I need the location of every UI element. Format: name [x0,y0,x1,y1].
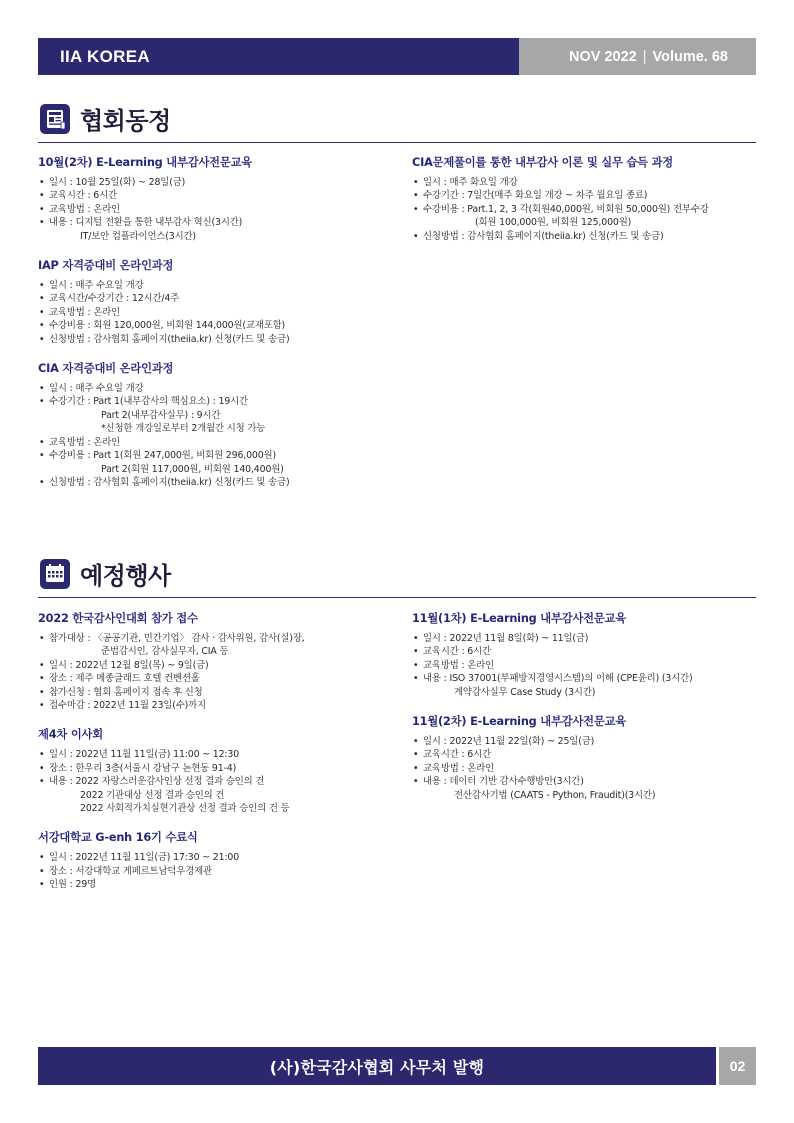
detail-item: • 내용 : 데이터 기반 감사수행방안(3시간) [412,775,757,788]
detail-item: • 교육시간 : 6시간 [38,189,383,202]
issue-date: NOV 2022 [569,48,637,65]
association-right-column [412,154,757,257]
event-title: 10월(2차) E-Learning 내부감사전문교육 [38,156,253,169]
detail-item: • 일시 : 2022년 11월 11일(금) 11:00 ~ 12:30 [38,748,383,761]
event-block [412,713,757,802]
event-block [38,610,383,712]
event-title: IAP 자격증대비 온라인과정 [38,259,174,273]
detail-item: • 교육시간 : 6시간 [412,645,757,658]
detail-item: • 장소 : 서강대학교 게페르트남덕우경제관 [38,865,383,878]
event-title: 서강대학교 G-enh 16기 수료식 [38,831,198,845]
detail-item: • 일시 : 매주 수요일 개강 [38,382,383,395]
detail-item: • 참가대상 : 〈공공기관, 민간기업〉 감사 · 감사위원, 감사(실)장, [38,632,383,645]
detail-item: • 교육방법 : 온라인 [38,436,383,449]
events-left-column [38,610,383,906]
detail-item: • 일시 : 10월 25일(화) ~ 28일(금) [38,176,383,189]
detail-item: • 교육방법 : 온라인 [38,306,383,319]
detail-item: • 수강비용 : Part.1, 2, 3 각(회원40,000원, 비회원 50,000원) 전부수강 [412,203,757,216]
detail-continuation: IT/보안 컴플라이언스(3시간) [80,230,196,242]
page-footer [38,1047,756,1085]
event-block [38,360,383,489]
detail-item: • 참가신청 : 협회 홈페이지 접속 후 신청 [38,686,383,699]
detail-item: • 일시 : 2022년 11월 8일(화) ~ 11일(금) [412,632,757,645]
event-block [38,154,383,243]
detail-item: • 교육시간/수강기간 : 12시간/4주 [38,292,383,305]
detail-continuation: 전산감사기법 (CAATS - Python, Fraudit)(3시간) [454,789,656,801]
detail-item: • 교육방법 : 온라인 [38,203,383,216]
events-right-column [412,610,757,816]
detail-item: • 신청방법 : 감사협회 홈페이지(theiia.kr) 신청(카드 및 송금) [412,230,757,243]
event-block [412,154,757,243]
detail-item: • 접수마감 : 2022년 11월 23일(수)까지 [38,699,383,712]
detail-continuation: *신청한 개강일로부터 2개월간 시청 가능 [101,423,266,435]
detail-item: • 장소 : 제주 메종글래드 호텔 컨벤션홀 [38,672,383,685]
detail-item: • 교육방법 : 온라인 [412,659,757,672]
detail-item: • 수강기간 : 7일간(매주 화요일 개강 ~ 차주 월요일 종료) [412,189,757,202]
detail-item: • 내용 : 2022 자랑스러운감사인상 선정 결과 승인의 건 [38,775,383,788]
detail-continuation: 계약감사실무 Case Study (3시간) [454,686,596,698]
detail-item: • 일시 : 매주 수요일 개강 [38,279,383,292]
detail-continuation: (회원 100,000원, 비회원 125,000원) [475,217,632,229]
event-block [412,610,757,699]
detail-continuation: 2022 기관대상 선정 결과 승인의 건 [80,789,225,801]
detail-item: • 신청방법 : 감사협회 홈페이지(theiia.kr) 신청(카드 및 송금) [38,476,383,489]
event-title: 제4차 이사회 [38,728,103,742]
section-title-association: 협회동정 [80,107,171,135]
detail-item: • 일시 : 2022년 11월 22일(화) ~ 25일(금) [412,735,757,748]
detail-item: • 교육방법 : 온라인 [412,762,757,775]
issue-info [519,38,756,75]
association-left-column [38,154,383,503]
issue-separator: | [642,48,647,65]
event-block [38,726,383,815]
event-title: 11월(2차) E-Learning 내부감사전문교육 [412,715,627,729]
page-number: 02 [719,1047,756,1085]
detail-item: • 신청방법 : 감사협회 홈페이지(theiia.kr) 신청(카드 및 송금) [38,333,383,346]
detail-item: • 내용 : ISO 37001(부패방지경영시스템)의 이해 (CPE윤리) (3시간) [412,672,757,685]
detail-item: • 일시 : 매주 화요일 개강 [412,176,757,189]
detail-continuation: Part 2(회원 117,000원, 비회원 140,400원) [101,463,284,475]
org-name: IIA KOREA [38,38,519,75]
detail-continuation: 2022 사회적가치실현기관상 선정 결과 승인의 건 등 [80,803,290,815]
event-title: CIA 자격증대비 온라인과정 [38,362,174,376]
detail-item: • 수강기간 : Part 1(내부감사의 핵심요소) : 19시간 [38,395,383,408]
detail-item: • 일시 : 2022년 11월 11일(금) 17:30 ~ 21:00 [38,851,383,864]
event-title: 11월(1차) E-Learning 내부감사전문교육 [412,612,627,625]
detail-item: • 장소 : 한우리 3층(서울시 강남구 논현동 91-4) [38,762,383,775]
event-title: 2022 한국감사인대회 참가 접수 [38,612,198,625]
detail-item: • 내용 : 디지털 전환을 통한 내부감사 혁신(3시간) [38,216,383,229]
detail-continuation: Part 2(내부감사실무) : 9시간 [101,409,221,421]
section-header-events [38,552,756,598]
detail-item: • 수강비용 : Part 1(회원 247,000원, 비회원 296,000원) [38,449,383,462]
calendar-icon [40,559,70,589]
issue-volume: Volume. 68 [652,48,728,65]
event-block [38,257,383,346]
event-title: CIA문제풀이를 통한 내부감사 이론 및 실무 습득 과정 [412,156,674,169]
detail-item: • 수강비용 : 회원 120,000원, 비회원 144,000원(교재포함) [38,319,383,332]
detail-item: • 교육시간 : 6시간 [412,748,757,761]
publisher-label: (사)한국감사협회 사무처 발행 [38,1047,716,1085]
page-header [38,38,756,75]
detail-item: • 일시 : 2022년 12월 8일(목) ~ 9일(금) [38,659,383,672]
newsletter-icon [40,104,70,134]
event-block [38,829,383,891]
detail-continuation: 준법감시인, 감사실무자, CIA 등 [101,646,229,658]
section-title-events: 예정행사 [80,562,171,590]
section-header-association [38,97,756,143]
detail-item: • 인원 : 29명 [38,878,383,891]
